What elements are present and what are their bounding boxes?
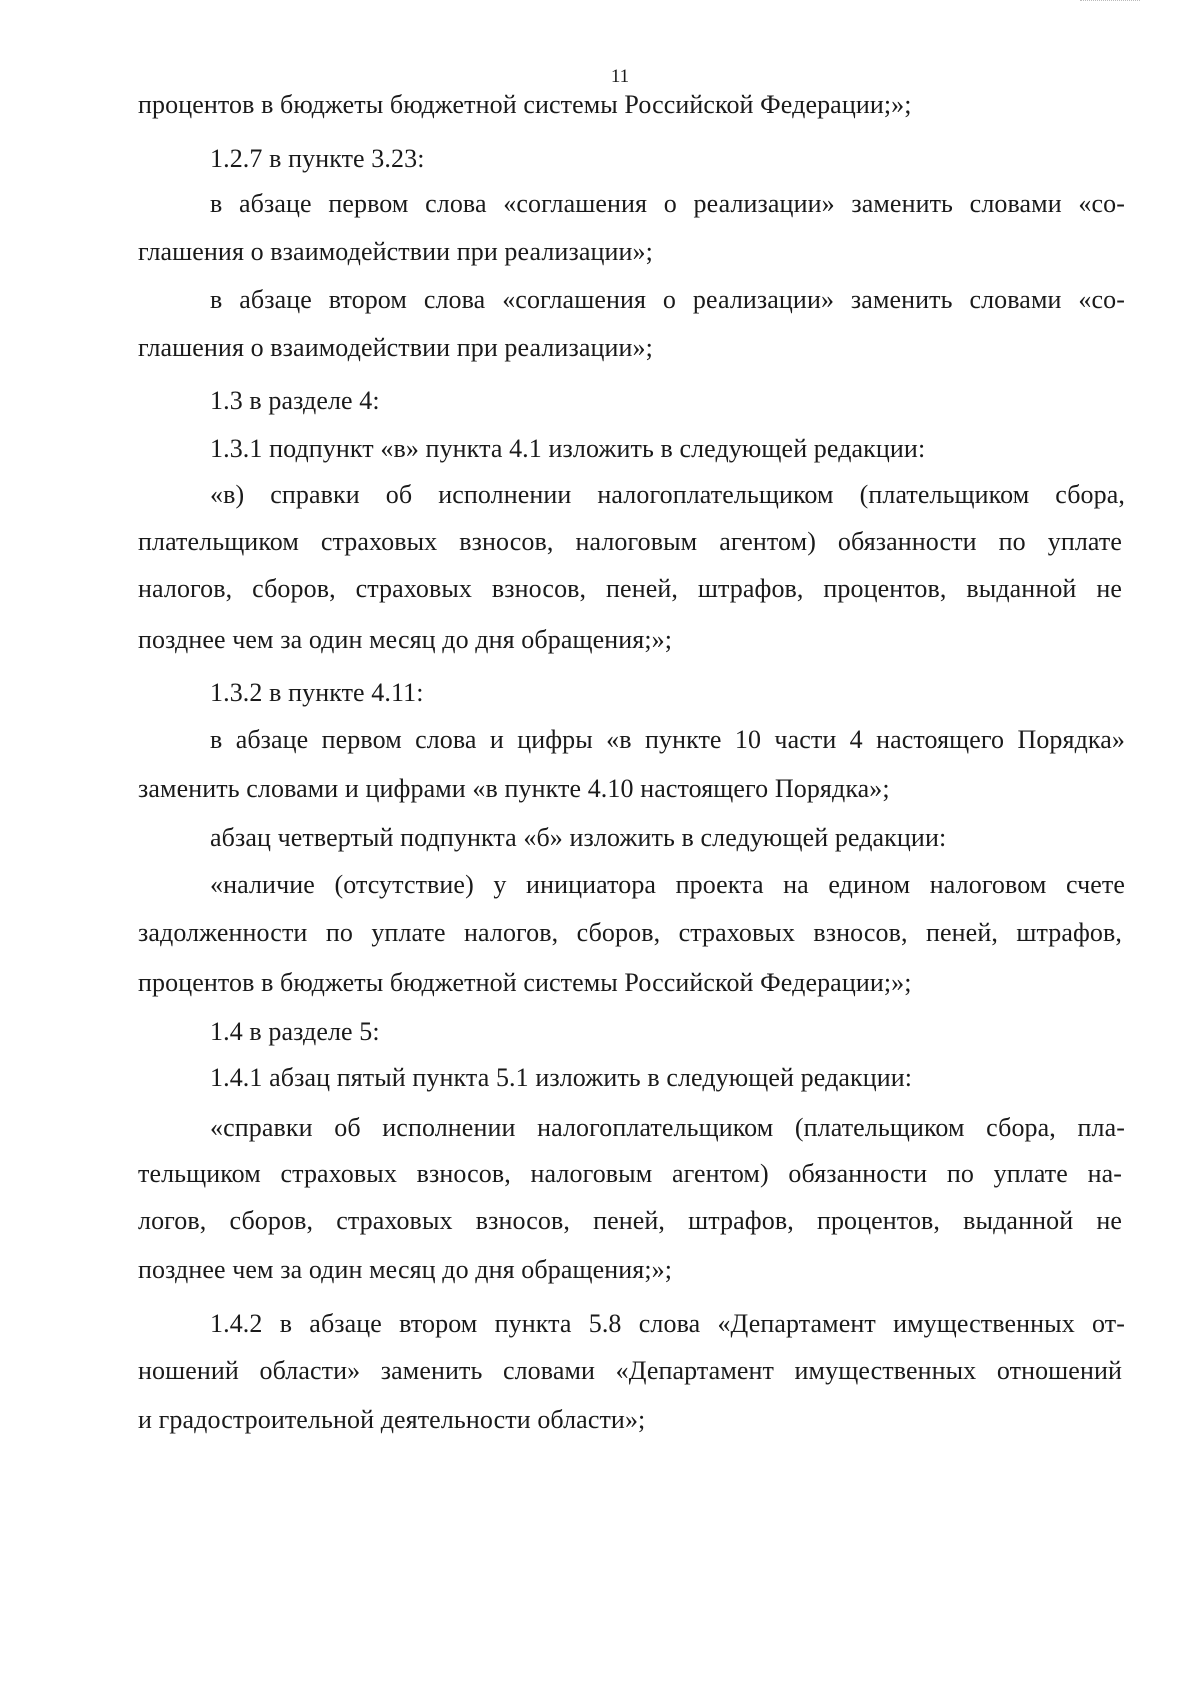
- text-line-18: задолженности по уплате налогов, сборов, страховых взносов, пеней, штрафов,: [138, 918, 1122, 947]
- text-line-11: налогов, сборов, страховых взносов, пеней, штрафов, процентов, выданной не: [138, 574, 1122, 603]
- text-line-3: в абзаце первом слова «соглашения о реализации» заменить словами «со-: [210, 189, 1125, 218]
- text-line-9: «в) справки об исполнении налогоплательщиком (плательщиком сбора,: [210, 480, 1125, 509]
- scan-artifact: [1080, 0, 1140, 4]
- text-line-17: «наличие (отсутствие) у инициатора проекта на едином налоговом счете: [210, 870, 1125, 899]
- text-line-24: логов, сборов, страховых взносов, пеней, штрафов, процентов, выданной не: [138, 1206, 1122, 1235]
- text-line-16: абзац четвертый подпункта «б» изложить в следующей редакции:: [210, 823, 947, 852]
- text-line-13: 1.3.2 в пункте 4.11:: [210, 678, 424, 707]
- text-line-21: 1.4.1 абзац пятый пункта 5.1 изложить в следующей редакции:: [210, 1063, 913, 1092]
- text-line-5: в абзаце втором слова «соглашения о реализации» заменить словами «со-: [210, 285, 1125, 314]
- text-line-15: заменить словами и цифрами «в пункте 4.10 настоящего Порядка»;: [138, 774, 890, 803]
- text-line-23: тельщиком страховых взносов, налоговым агентом) обязанности по уплате на-: [138, 1159, 1122, 1188]
- text-line-7: 1.3 в разделе 4:: [210, 386, 380, 415]
- text-line-26: 1.4.2 в абзаце втором пункта 5.8 слова «Департамент имущественных от-: [210, 1309, 1125, 1338]
- text-line-6: глашения о взаимодействии при реализации»;: [138, 333, 653, 362]
- text-line-14: в абзаце первом слова и цифры «в пункте 10 части 4 настоящего Порядка»: [210, 725, 1125, 754]
- text-line-1: процентов в бюджеты бюджетной системы Российской Федерации;»;: [138, 90, 912, 119]
- text-line-28: и градостроительной деятельности области»;: [138, 1405, 646, 1434]
- text-line-22: «справки об исполнении налогоплательщиком (плательщиком сбора, пла-: [210, 1113, 1125, 1142]
- text-line-8: 1.3.1 подпункт «в» пункта 4.1 изложить в следующей редакции:: [210, 434, 926, 463]
- text-line-25: позднее чем за один месяц до дня обращения;»;: [138, 1255, 673, 1284]
- page-number: 11: [610, 66, 630, 87]
- text-line-12: позднее чем за один месяц до дня обращения;»;: [138, 625, 673, 654]
- text-line-10: плательщиком страховых взносов, налоговым агентом) обязанности по уплате: [138, 527, 1122, 556]
- text-line-2: 1.2.7 в пункте 3.23:: [210, 144, 425, 173]
- text-line-19: процентов в бюджеты бюджетной системы Российской Федерации;»;: [138, 968, 912, 997]
- text-line-27: ношений области» заменить словами «Департамент имущественных отношений: [138, 1356, 1122, 1385]
- text-line-4: глашения о взаимодействии при реализации»;: [138, 237, 653, 266]
- text-line-20: 1.4 в разделе 5:: [210, 1017, 380, 1046]
